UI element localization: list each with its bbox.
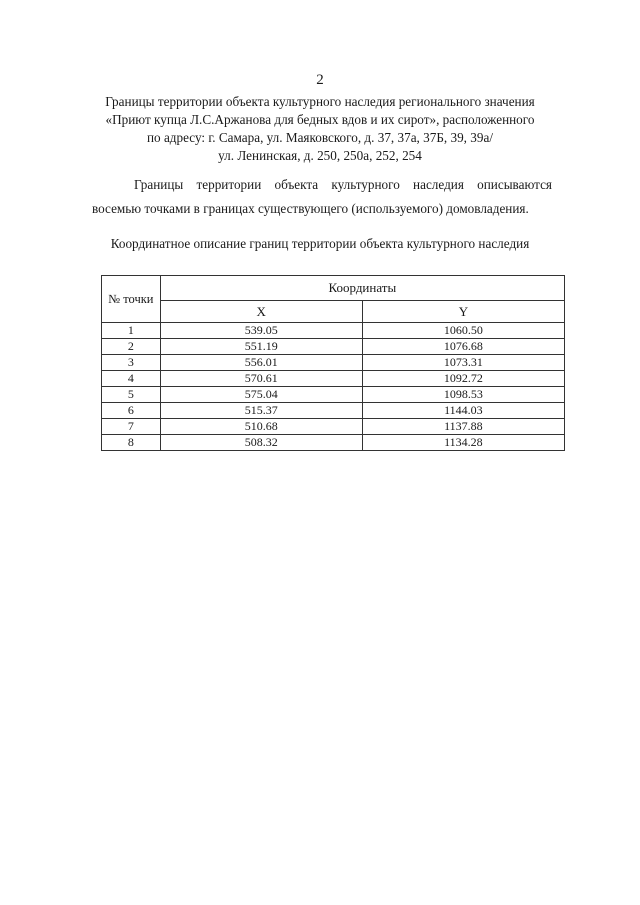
document-heading bbox=[70, 93, 570, 165]
table-caption: Координатное описание границ территории объекта культурного наследия bbox=[110, 236, 530, 251]
x-value: 556.01 bbox=[160, 355, 362, 371]
table-row bbox=[102, 355, 565, 371]
y-value: 1144.03 bbox=[362, 403, 564, 419]
point-number: 1 bbox=[102, 323, 161, 339]
x-value: 551.19 bbox=[160, 339, 362, 355]
point-number: 5 bbox=[102, 387, 161, 403]
point-number: 3 bbox=[102, 355, 161, 371]
table-row bbox=[102, 339, 565, 355]
point-number-header: № точки bbox=[102, 276, 161, 323]
table-row bbox=[102, 419, 565, 435]
y-value: 1060.50 bbox=[362, 323, 564, 339]
point-number: 7 bbox=[102, 419, 161, 435]
y-value: 1137.88 bbox=[362, 419, 564, 435]
y-value: 1076.68 bbox=[362, 339, 564, 355]
point-number: 2 bbox=[102, 339, 161, 355]
table-row bbox=[102, 323, 565, 339]
table-row bbox=[102, 371, 565, 387]
heading-line: по адресу: г. Самара, ул. Маяковского, д. 37, 37а, 37Б, 39, 39а/ bbox=[147, 130, 493, 145]
x-value: 570.61 bbox=[160, 371, 362, 387]
y-value: 1073.31 bbox=[362, 355, 564, 371]
table-row bbox=[102, 387, 565, 403]
description-paragraph bbox=[92, 173, 552, 221]
page-number: 2 bbox=[316, 72, 324, 88]
coordinates-header: Координаты bbox=[160, 276, 564, 301]
y-header: Y bbox=[362, 301, 564, 323]
y-value: 1092.72 bbox=[362, 371, 564, 387]
point-number: 6 bbox=[102, 403, 161, 419]
x-value: 575.04 bbox=[160, 387, 362, 403]
paragraph-line: восемью точками в границах существующего (используемого) домовладения. bbox=[92, 201, 529, 216]
heading-line: Границы территории объекта культурного наследия регионального значения bbox=[105, 94, 535, 109]
coordinates-table bbox=[101, 275, 565, 451]
heading-line: ул. Ленинская, д. 250, 250а, 252, 254 bbox=[218, 148, 422, 163]
x-header: X bbox=[160, 301, 362, 323]
x-value: 539.05 bbox=[160, 323, 362, 339]
heading-line: «Приют купца Л.С.Аржанова для бедных вдов и их сирот», расположенного bbox=[105, 112, 535, 127]
table-row bbox=[102, 435, 565, 451]
y-value: 1098.53 bbox=[362, 387, 564, 403]
point-number: 8 bbox=[102, 435, 161, 451]
x-value: 510.68 bbox=[160, 419, 362, 435]
point-number: 4 bbox=[102, 371, 161, 387]
y-value: 1134.28 bbox=[362, 435, 564, 451]
x-value: 508.32 bbox=[160, 435, 362, 451]
table-row bbox=[102, 403, 565, 419]
x-value: 515.37 bbox=[160, 403, 362, 419]
paragraph-line: Границы территории объекта культурного наследия описываются bbox=[134, 177, 552, 192]
